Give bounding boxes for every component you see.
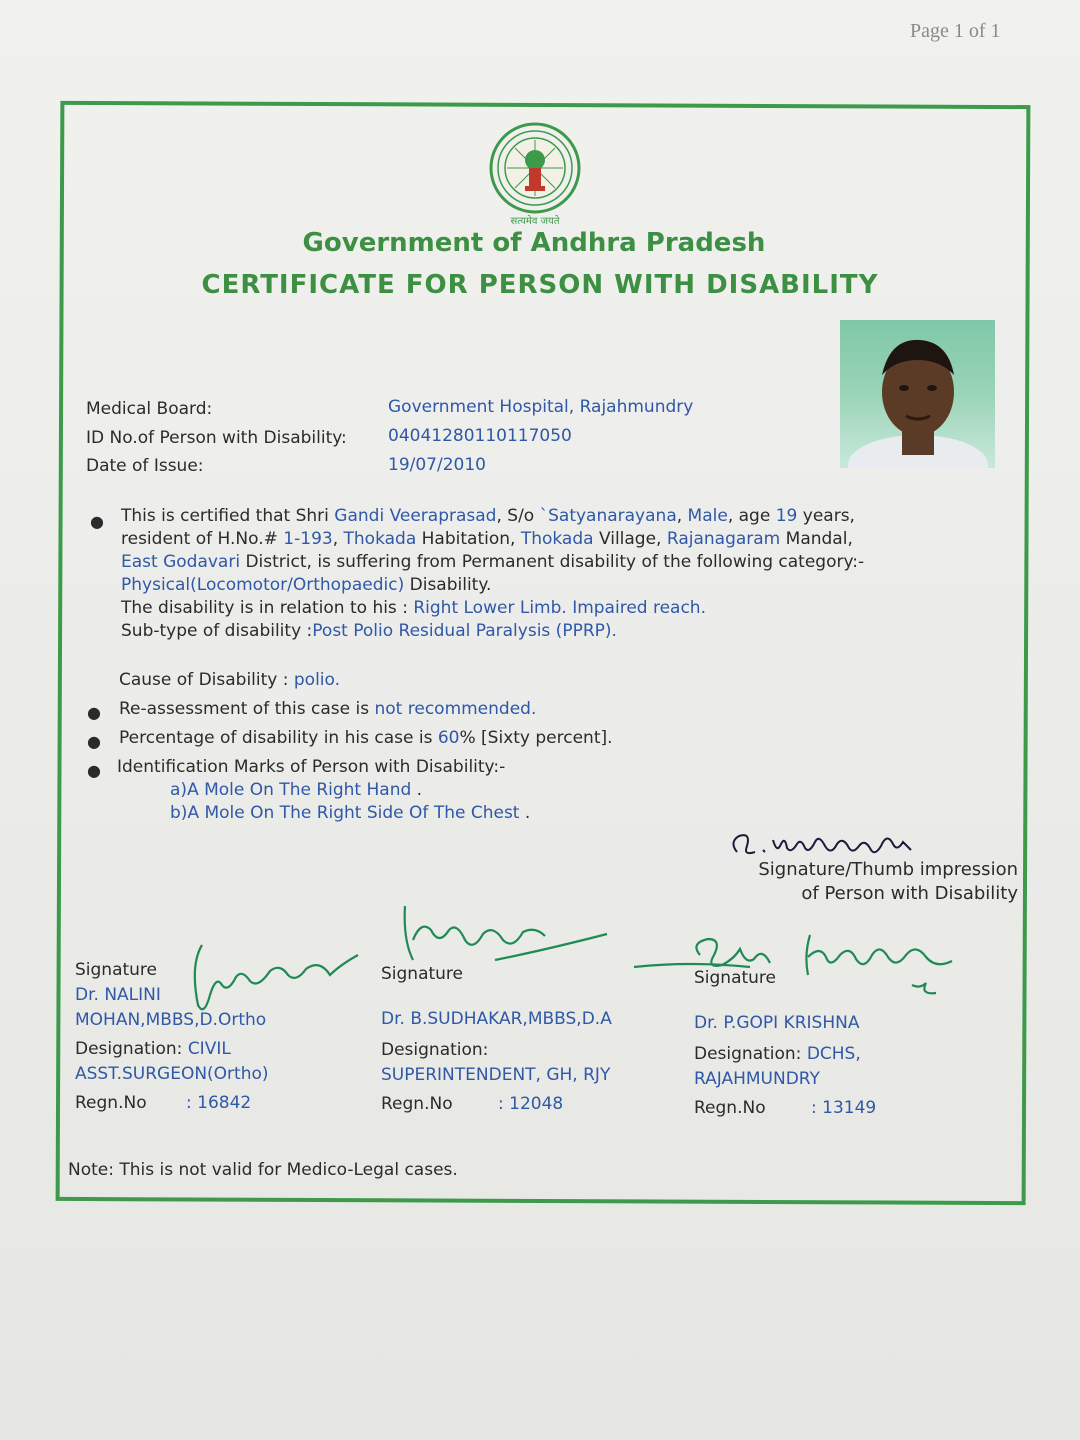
person-signature-caption [718, 858, 1018, 906]
text: , [676, 506, 688, 526]
bullet-icon: ● [87, 703, 101, 722]
doctor1-designation-label: Designation: [75, 1039, 183, 1059]
subtype-value: Post Polio Residual Paralysis (PPRP). [312, 621, 617, 641]
doctor3-designation-line1: DCHS, [806, 1044, 861, 1064]
text: District, is suffering from Permanent disability of the following category:- [240, 552, 865, 572]
person-signature-line1: Signature/Thumb impression [758, 859, 1018, 880]
doctor3-designation-label: Designation: [694, 1044, 802, 1064]
text: Mandal, [780, 529, 853, 549]
relation-label: The disability is in relation to his : [121, 598, 414, 618]
doctor2-regn-value: : 12048 [498, 1094, 564, 1114]
father-name: `Satyanarayana [539, 506, 677, 526]
doctor3-regn-value: : 13149 [811, 1098, 877, 1118]
text: resident of H.No.# [121, 529, 284, 549]
mark-a-prefix: a) [170, 780, 188, 800]
mandal: Rajanagaram [666, 529, 781, 549]
doctor2-name-line1: Dr. B.SUDHAKAR,MBBS,D.A [381, 1009, 612, 1029]
doctor2-signature-label: Signature [381, 964, 464, 984]
date-value: 19/07/2010 [388, 455, 486, 475]
emblem-motto: सत्यमेव जयते [510, 216, 560, 227]
doctor3-designation [694, 1042, 876, 1067]
village: Thokada [520, 529, 594, 549]
doctor3-regn-label: Regn.No [694, 1098, 766, 1118]
disability-category: Physical(Locomotor/Orthopaedic) [121, 575, 405, 595]
state-emblem [480, 120, 590, 230]
cause-value: polio. [293, 670, 341, 690]
doctor3-signature-label: Signature [694, 968, 777, 988]
mark-b-line [170, 803, 530, 823]
doctor1-regn-label: Regn.No [75, 1093, 147, 1113]
doctor3-designation-line2: RAJAHMUNDRY [694, 1069, 820, 1089]
percent-suffix: % [Sixty percent]. [459, 728, 613, 748]
doctor3-name-line1: Dr. P.GOPI KRISHNA [694, 1013, 860, 1033]
certificate-title: CERTIFICATE FOR PERSON WITH DISABILITY [201, 270, 879, 300]
id-value: 04041280110117050 [388, 426, 572, 446]
doctor2-designation-label: Designation: [381, 1040, 489, 1060]
text: , age [727, 506, 776, 526]
text: , [332, 529, 344, 549]
doctor3-regn [694, 1096, 876, 1121]
doctor2-regn [381, 1092, 612, 1117]
habitation: Thokada [343, 529, 417, 549]
percentage-line [119, 728, 613, 748]
house-number: 1-193 [283, 529, 333, 549]
person-signature-line2: of Person with Disability [801, 883, 1018, 904]
doctor1-regn [75, 1091, 269, 1116]
doctor1-name-line2: MOHAN,MBBS,D.Ortho [75, 1010, 267, 1030]
doctor1-designation-line2: ASST.SURGEON(Ortho) [75, 1064, 269, 1084]
doctor1-signature-label: Signature [75, 960, 158, 980]
text: , S/o [496, 506, 540, 526]
mark-a: A Mole On The Right Hand [187, 780, 412, 800]
bullet-icon: ● [87, 732, 101, 751]
date-label: Date of Issue: [86, 456, 204, 476]
marks-label: Identification Marks of Person with Disability:- [117, 757, 506, 777]
reassess-value: not recommended. [374, 699, 537, 719]
person-photo-image [840, 320, 995, 468]
person-name: Gandi Veeraprasad [334, 506, 497, 526]
doctor1-block [75, 958, 269, 1116]
medical-board-label: Medical Board: [86, 399, 213, 419]
subtype-label: Sub-type of disability : [121, 621, 313, 641]
text: Disability. [404, 575, 492, 595]
bullet-icon: ● [87, 761, 101, 780]
doctor3-block [694, 966, 876, 1121]
validity-note: Note: This is not valid for Medico-Legal cases. [68, 1160, 458, 1180]
doctor1-regn-value: : 16842 [186, 1093, 252, 1113]
mark-a-line [170, 780, 422, 800]
mark-b-prefix: b) [170, 803, 188, 823]
doctor1-designation [75, 1037, 269, 1062]
medical-board-value: Government Hospital, Rajahmundry [388, 397, 694, 417]
reassess-label: Re-assessment of this case is [119, 699, 375, 719]
cause-line [119, 670, 340, 690]
doctor1-name-line1: Dr. NALINI [75, 985, 161, 1005]
mark-a-suffix: . [411, 780, 423, 800]
doctor2-block [381, 962, 612, 1117]
district: East Godavari [121, 552, 241, 572]
person-photo [840, 320, 995, 468]
percent-label: Percentage of disability in his case is [119, 728, 438, 748]
text: This is certified that Shri [121, 506, 335, 526]
mark-b: A Mole On The Right Side Of The Chest [187, 803, 520, 823]
doctor2-designation-line1: SUPERINTENDENT, GH, RJY [381, 1065, 611, 1085]
age: 19 [775, 506, 798, 526]
doctor2-regn-label: Regn.No [381, 1094, 453, 1114]
certification-paragraph [121, 505, 971, 643]
gender: Male [687, 506, 728, 526]
text: Habitation, [416, 529, 521, 549]
relation-value: Right Lower Limb. Impaired reach. [413, 598, 706, 618]
percent-value: 60 [437, 728, 460, 748]
reassessment-line [119, 699, 536, 719]
doctor1-designation-line1: CIVIL [187, 1039, 231, 1059]
bullet-icon: ● [90, 512, 104, 531]
text: Village, [593, 529, 667, 549]
mark-b-suffix: . [519, 803, 531, 823]
government-heading: Government of Andhra Pradesh [302, 228, 766, 258]
cause-label: Cause of Disability : [119, 670, 294, 690]
page-indicator: Page 1 of 1 [910, 20, 1001, 42]
text: years, [797, 506, 855, 526]
id-label: ID No.of Person with Disability: [86, 428, 347, 448]
